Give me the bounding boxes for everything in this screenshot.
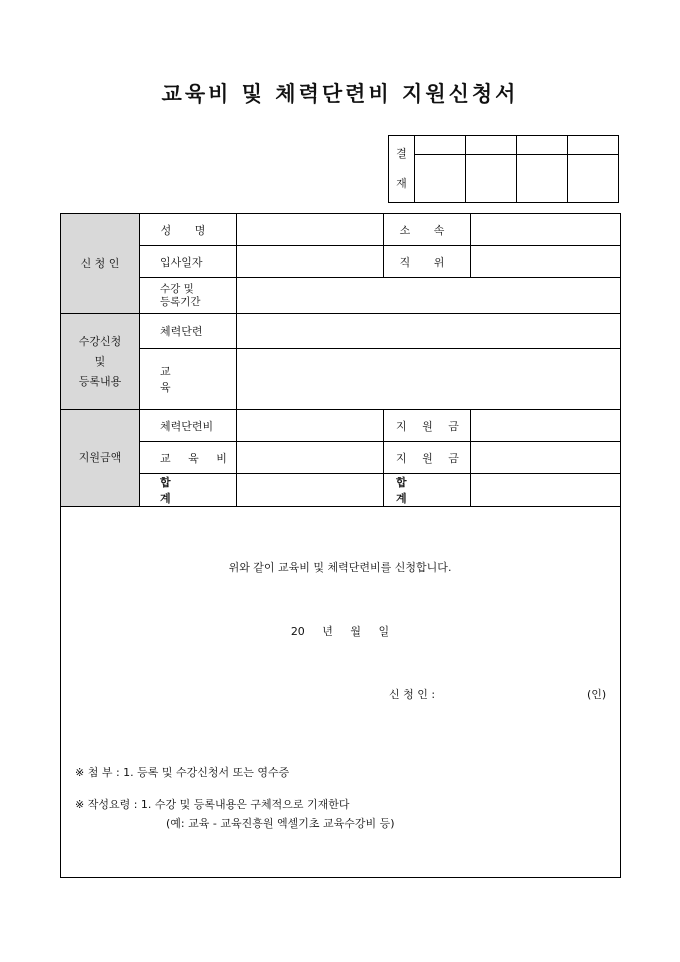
course-head: 수강신청 및 등록내용	[61, 314, 140, 410]
hire-date-field[interactable]	[237, 246, 384, 278]
support-head: 지원금액	[61, 410, 140, 507]
seal-mark: (인)	[587, 688, 607, 701]
education-label: 교 육	[140, 349, 237, 410]
instructions-note: ※ 작성요령 : 1. 수강 및 등록내용은 구체적으로 기재한다	[75, 798, 350, 811]
approval-sign-cell[interactable]	[415, 155, 466, 203]
approval-title-cell	[415, 136, 466, 155]
total-label-2: 합 계	[384, 474, 471, 507]
period-field[interactable]	[237, 278, 621, 314]
affiliation-label: 소 속	[384, 214, 471, 246]
name-field[interactable]	[237, 214, 384, 246]
affiliation-field[interactable]	[471, 214, 621, 246]
position-label: 직 위	[384, 246, 471, 278]
total-label: 합 계	[140, 474, 237, 507]
position-field[interactable]	[471, 246, 621, 278]
support-amount-label: 지 원 금	[384, 410, 471, 442]
approval-title-cell	[568, 136, 619, 155]
approval-title-cell	[466, 136, 517, 155]
form-title: 교육비 및 체력단련비 지원신청서	[161, 81, 519, 106]
approval-sign-cell[interactable]	[568, 155, 619, 203]
approval-sign-cell[interactable]	[517, 155, 568, 203]
applicant-head: 신 청 인	[61, 214, 140, 314]
instructions-example: (예: 교육 - 교육진흥원 엑셀기초 교육수강비 등)	[166, 817, 395, 830]
education-fee-field[interactable]	[237, 442, 384, 474]
support-amount-field[interactable]	[471, 410, 621, 442]
fitness-fee-field[interactable]	[237, 410, 384, 442]
fitness-fee-label: 체력단련비	[140, 410, 237, 442]
applicant-sign-label: 신 청 인 :	[389, 688, 436, 701]
approval-box	[388, 135, 619, 203]
attachment-note: ※ 첨 부 : 1. 등록 및 수강신청서 또는 영수증	[75, 766, 290, 779]
period-label: 수강 및 등록기간	[140, 278, 237, 314]
fitness-field[interactable]	[237, 314, 621, 349]
approval-title-cell	[517, 136, 568, 155]
support-amount-field-2[interactable]	[471, 442, 621, 474]
name-label: 성 명	[140, 214, 237, 246]
date-line[interactable]: 20 년 월 일	[290, 625, 390, 638]
total-fee-field[interactable]	[237, 474, 384, 507]
approval-sign-cell[interactable]	[466, 155, 517, 203]
education-fee-label: 교 육 비	[140, 442, 237, 474]
statement-area	[61, 507, 621, 878]
support-amount-label-2: 지 원 금	[384, 442, 471, 474]
application-form	[60, 213, 621, 878]
approval-label: 결 재	[389, 136, 415, 203]
hire-date-label: 입사일자	[140, 246, 237, 278]
fitness-label: 체력단련	[140, 314, 237, 349]
education-field[interactable]	[237, 349, 621, 410]
total-amount-field[interactable]	[471, 474, 621, 507]
statement-text: 위와 같이 교육비 및 체력단련비를 신청합니다.	[228, 561, 452, 574]
